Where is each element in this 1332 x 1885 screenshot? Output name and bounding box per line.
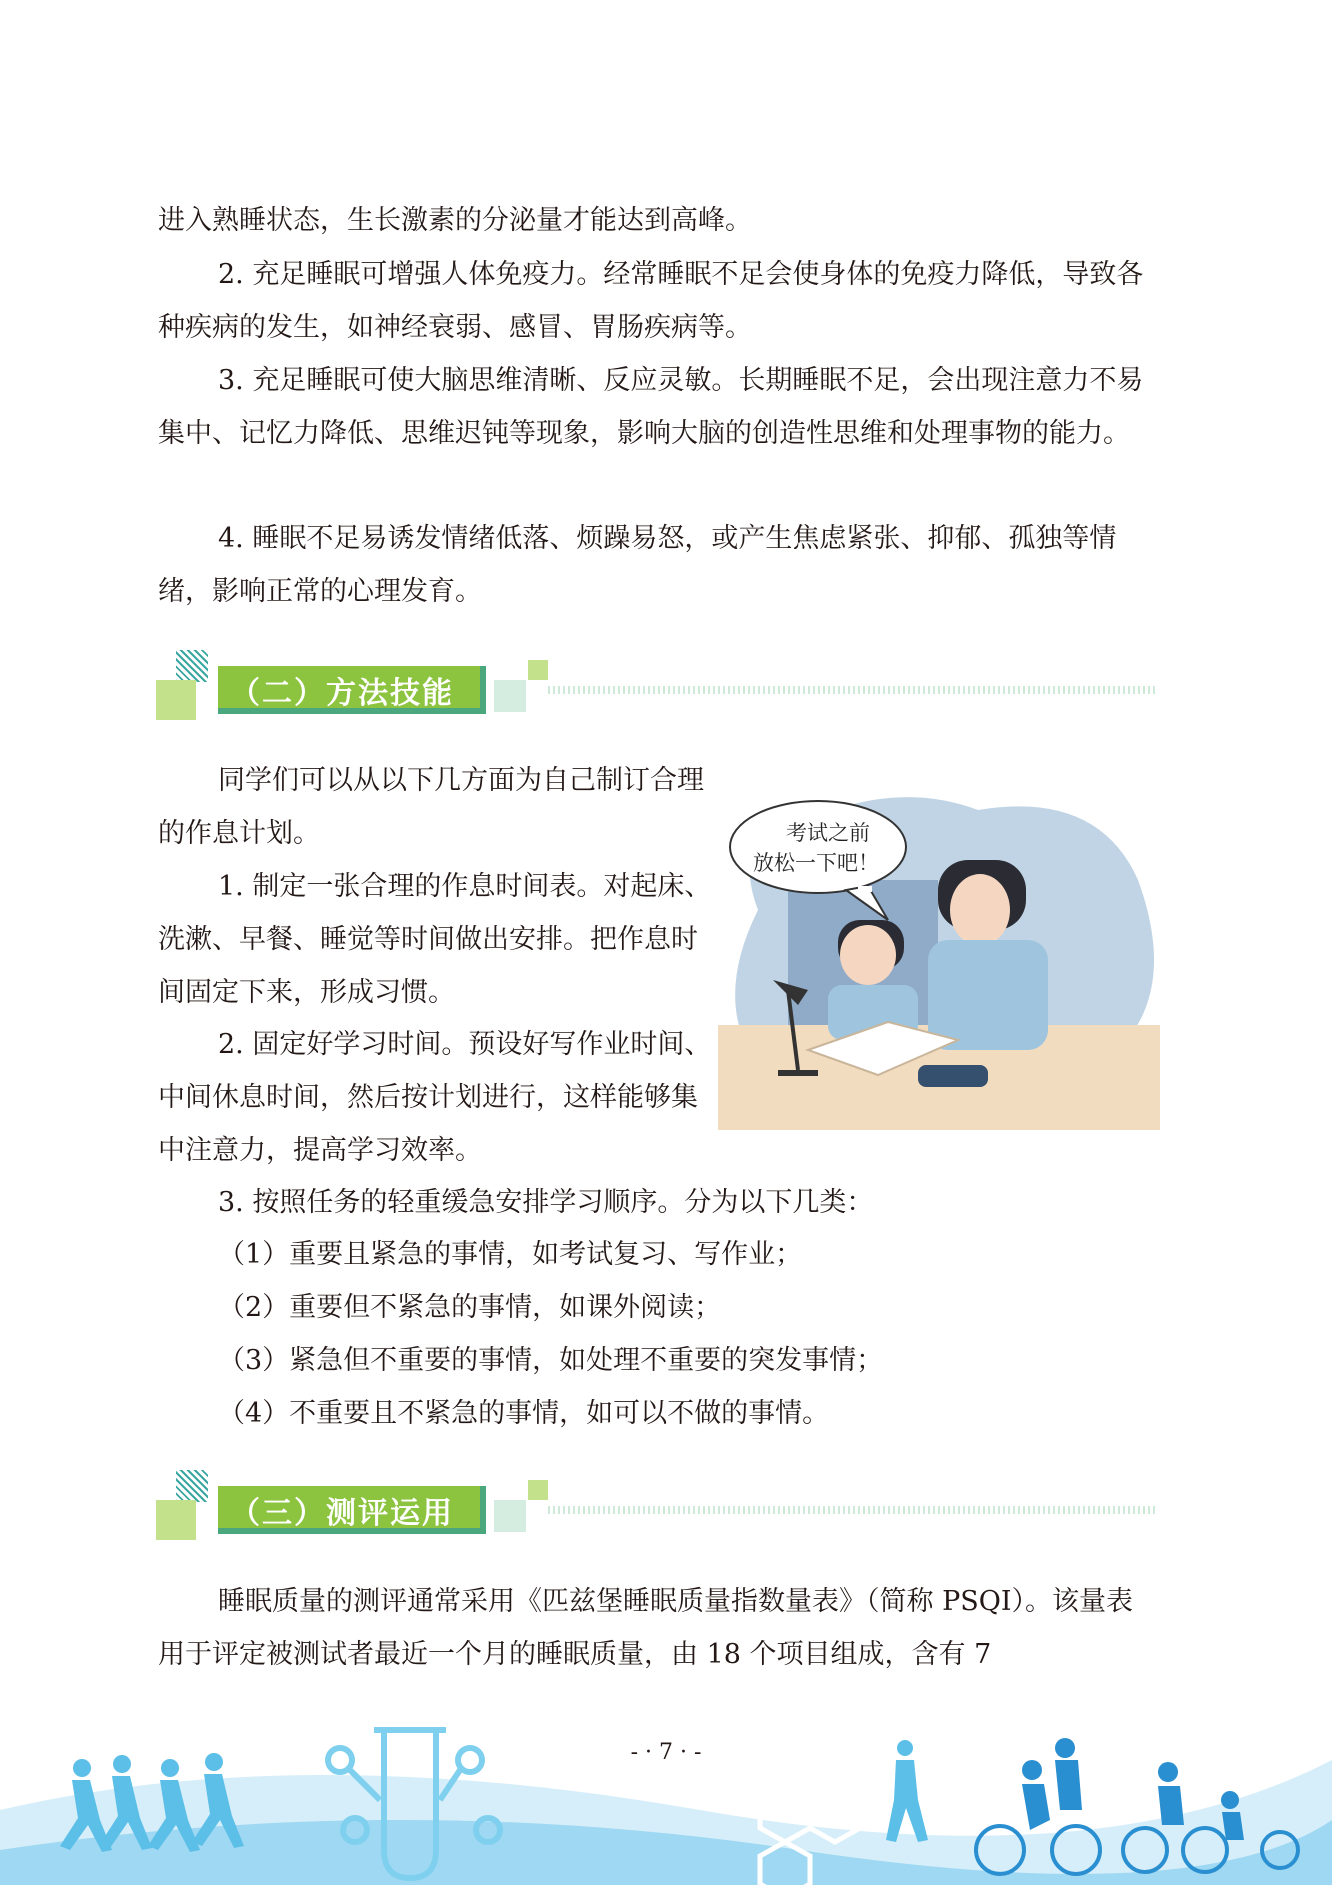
study-illustration: [718, 790, 1160, 1130]
paragraph-continuation: 进入熟睡状态，生长激素的分泌量才能达到高峰。: [158, 205, 752, 236]
heading-text: （三）测评运用: [230, 1496, 454, 1531]
paragraph-immunity: 2. 充足睡眠可增强人体免疫力。经常睡眠不足会使身体的免疫力降低，导致各种疾病的发生，如神经衰弱、感冒、胃肠疾病等。: [158, 259, 1144, 343]
dotted-line-decoration: [548, 686, 1156, 694]
footer-decoration: [0, 1700, 1332, 1885]
section-heading-methods: [156, 650, 1156, 726]
paragraph-method-3: 3. 按照任务的轻重缓急安排学习顺序。分为以下几类：: [218, 1187, 874, 1218]
speech-bubble-line-2: 放松一下吧！: [753, 851, 879, 875]
paragraph-emotion: 4. 睡眠不足易诱发情绪低落、烦躁易怒，或产生焦虑紧张、抑郁、孤独等情绪，影响正常的心理发育。: [158, 523, 1117, 607]
section-heading-assessment: [156, 1470, 1156, 1546]
paragraph-method-2: 2. 固定好学习时间。预设好写作业时间、中间休息时间，然后按计划进行，这样能够集中注意力，提高学习效率。: [158, 1029, 712, 1166]
hatch-decoration: [176, 650, 208, 682]
paragraph-brain: 3. 充足睡眠可使大脑思维清晰、反应灵敏。长期睡眠不足，会出现注意力不易集中、记忆力降低、思维迟钝等现象，影响大脑的创造性思维和处理事物的能力。: [158, 365, 1144, 449]
paragraph-methods-intro: 同学们可以从以下几方面为自己制订合理的作息计划。: [158, 765, 704, 849]
square-decoration: [528, 660, 548, 680]
heading-text: （二）方法技能: [230, 676, 454, 711]
page-number: - · 7 · -: [630, 1740, 702, 1765]
square-decoration: [528, 1480, 548, 1500]
square-decoration: [494, 680, 526, 712]
heading-bar: [218, 1486, 486, 1534]
paragraph-method-1: 1. 制定一张合理的作息时间表。对起床、洗漱、早餐、睡觉等时间做出安排。把作息时间固定下来，形成习惯。: [158, 871, 712, 1008]
list-item: （1）重要且紧急的事情，如考试复习、写作业；: [218, 1239, 803, 1270]
heading-bar: [218, 666, 486, 714]
paragraph-psqi: 睡眠质量的测评通常采用《匹兹堡睡眠质量指数量表》（简称 PSQI）。该量表用于评定被测试者最近一个月的睡眠质量，由 18 个项目组成，含有 7: [158, 1586, 1134, 1670]
dotted-line-decoration: [548, 1506, 1156, 1514]
square-decoration: [494, 1500, 526, 1532]
speech-bubble-line-1: 考试之前: [786, 821, 870, 845]
list-item: （2）重要但不紧急的事情，如课外阅读；: [218, 1292, 722, 1323]
list-item: （3）紧急但不重要的事情，如处理不重要的突发事情；: [218, 1345, 884, 1376]
square-decoration: [156, 680, 196, 720]
hatch-decoration: [176, 1470, 208, 1502]
square-decoration: [156, 1500, 196, 1540]
list-item: （4）不重要且不紧急的事情，如可以不做的事情。: [218, 1398, 830, 1429]
